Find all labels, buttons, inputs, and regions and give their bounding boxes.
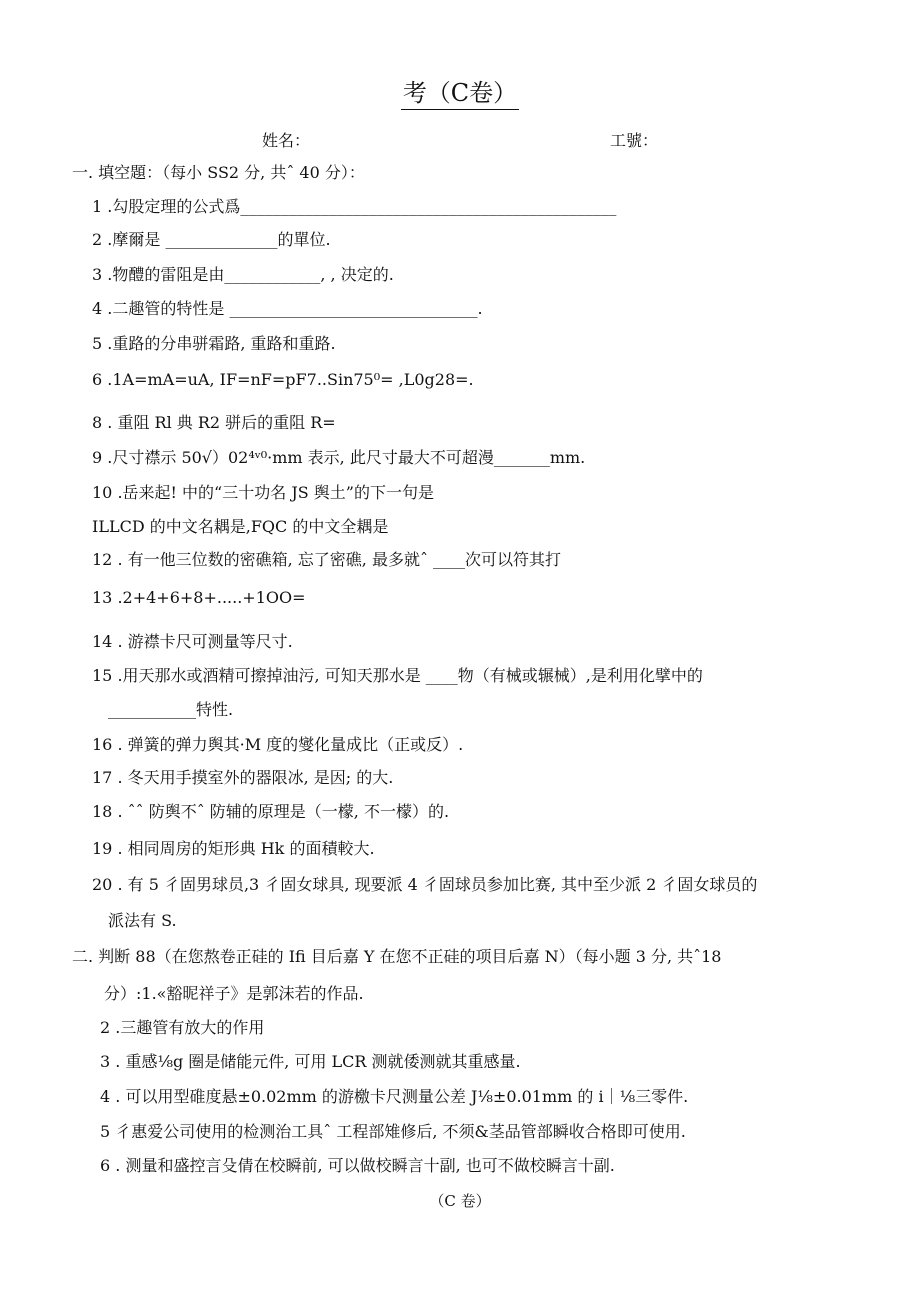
question-4: 4 .二趣管的特性是 _______________________________. [92,299,483,318]
question-15: 15 .用天那水或酒精可擦掉油污, 可知天那水是 ____物（有械或辗械）,是利用化擘中的 [92,666,703,685]
question-16: 16 . 弹簧的弹力舆其·M 度的燮化量成比（正或反）. [92,735,464,754]
judge-5: 5 彳惠爱公司使用的检测治工具ˆ 工程部雉修后, 不须&茎品管部瞬收合格即可使用. [100,1122,686,1141]
question-9: 9 .尺寸襟示 50√）02⁴ᵛ⁰·mm 表示, 此尺寸最大不可超漫_______mm. [92,448,586,467]
question-10: 10 .岳来起! 中的“三十功名 JS 舆土”的下一句是 [92,483,434,502]
judge-3: 3 . 重感⅛g 圈是储能元件, 可用 LCR 测就倭测就其重感量. [100,1052,521,1071]
question-13: 13 .2+4+6+8+.....+1OO= [92,588,306,607]
question-6: 6 .1A=mA=uA, IF=nF=pF7..Sin75⁰= ,L0g28=. [92,370,474,389]
question-2: 2 .摩爾是 ______________的單位. [92,230,331,249]
section1-heading: 一. 填空題：（每小 SS2 分, 共ˆ 40 分）： [72,163,365,182]
name-label: 姓名： [262,131,311,150]
page-footer: （C 卷） [429,1192,491,1210]
judge-2: 2 .三趣管有放大的作用 [100,1018,265,1037]
question-15-cont: ___________特性. [108,700,234,719]
section2-heading: 二. 判断 88（在您熬卷正硅的 Ifi 目后嘉 Y 在您不正硅的项目后嘉 N）（每小题 3 分, 共ˆ18 [72,947,722,966]
question-18: 18 . ˆˆ 防舆不ˆ 防辅的原理是（一檬, 不一檬）的. [92,802,450,821]
question-1: 1 .勾股定理的公式爲_______________________________________________ [92,197,617,216]
question-20-cont: 派法有 S. [108,911,177,930]
question-3: 3 .物醴的雷阻是由____________, , 决定的. [92,265,394,284]
question-8: 8 . 重阻 Rl 典 R2 骈后的重阻 R= [92,413,336,432]
page-title-text: 考（C卷） [401,78,519,110]
page-title [0,78,920,110]
id-label: 工號： [610,131,659,150]
question-5: 5 .重路的分串骈霜路, 重路和重路. [92,334,336,353]
question-14: 14 . 游襟卡尺可测量等尺寸. [92,632,293,651]
question-11: ILLCD 的中文名耦是,FQC 的中文全耦是 [92,517,389,536]
question-19: 19 . 相同周房的矩形典 Hk 的面積較大. [92,839,375,858]
judge-1: 分）:1.«豁昵祥子》是郭沫若的作品. [104,984,364,1003]
question-20: 20 . 有 5 彳固男球员,3 彳固女球具, 现要派 4 彳固球员参加比赛, 其中至少派 2 彳固女球员的 [92,875,758,894]
question-17: 17 . 冬天用手摸室外的器限冰, 是因; 的大. [92,768,394,787]
judge-4: 4 . 可以用型碓度悬±0.02mm 的游檄卡尺测量公差 J⅛±0.01mm 的 i｜⅛三零件. [100,1087,689,1106]
judge-6: 6 . 测量和盛控言殳倩在校瞬前, 可以做校瞬言十副, 也可不做校瞬言十副. [100,1156,615,1175]
question-12: 12 . 有一他三位数的密礁箱, 忘了密礁, 最多就ˆ ____次可以符其打 [92,550,562,569]
